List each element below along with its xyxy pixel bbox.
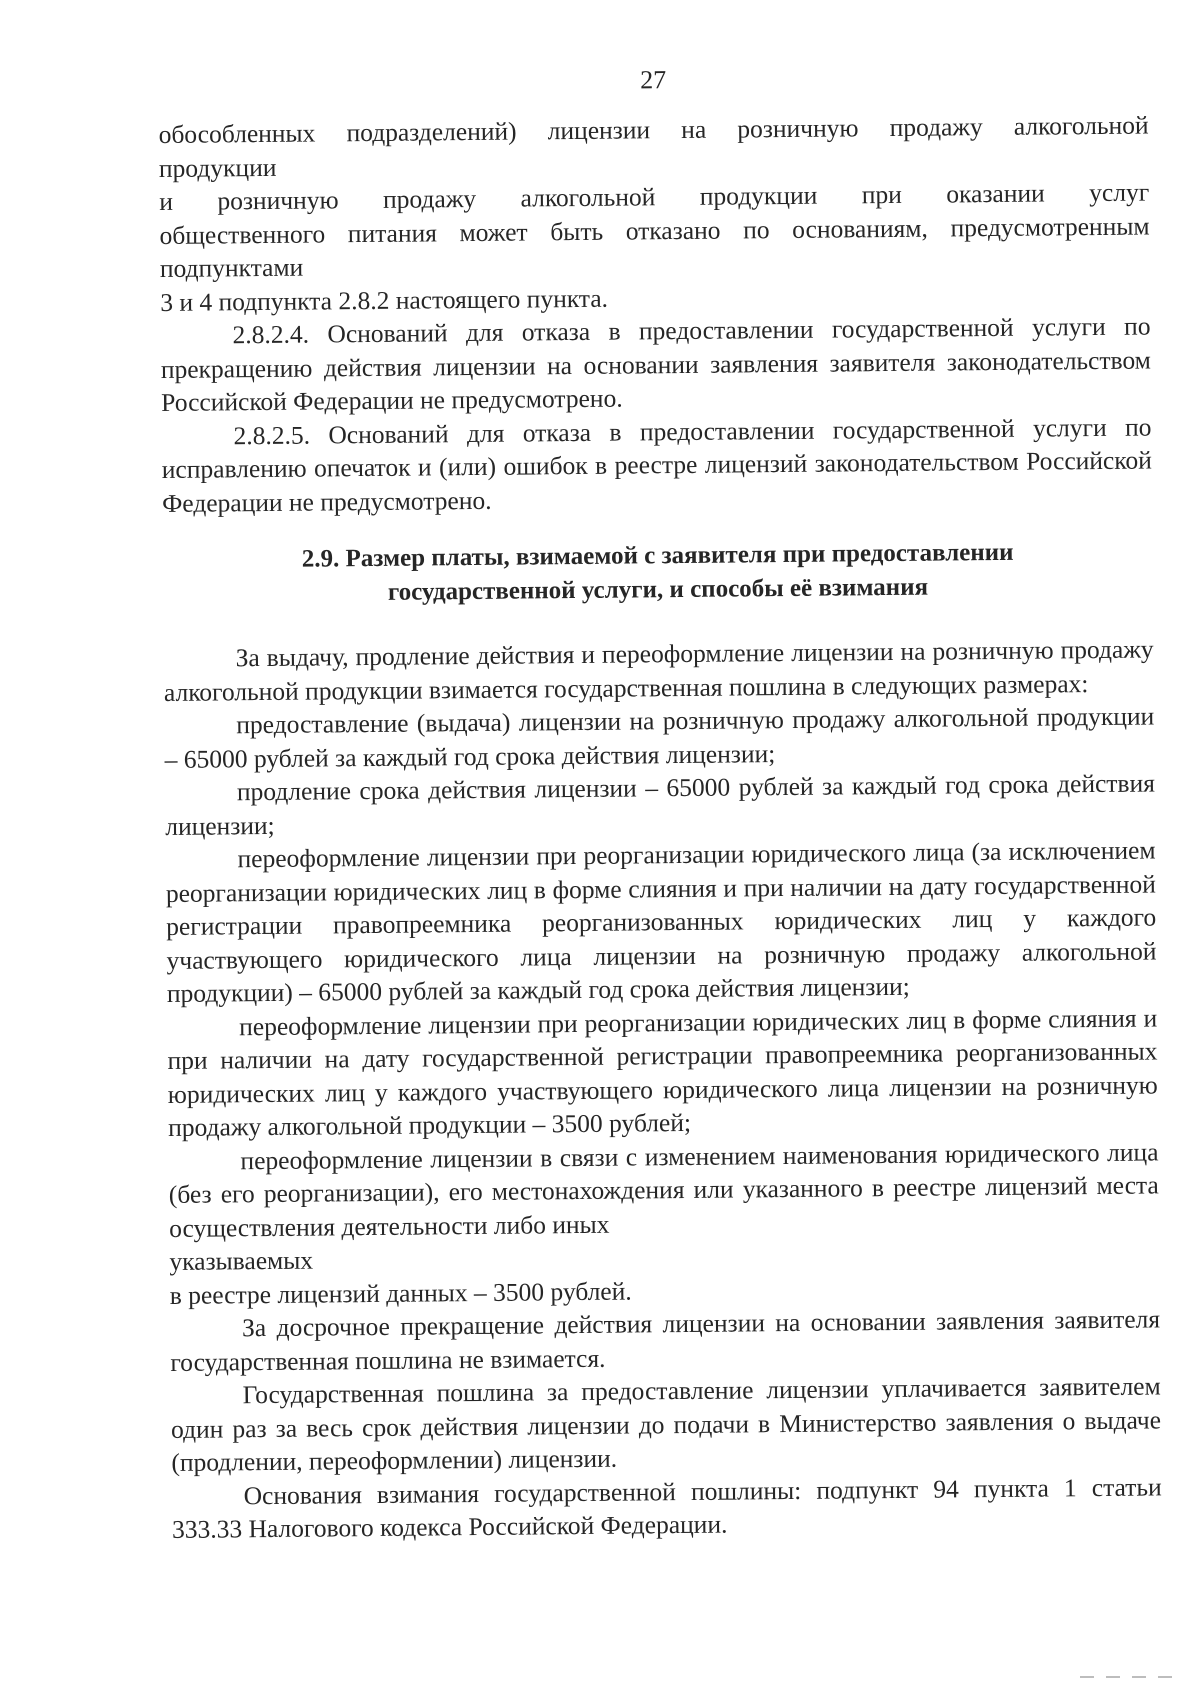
intro-line: 3 и 4 подпункта 2.8.2 настоящего пункта. — [160, 283, 609, 317]
intro-line: и розничную продажу алкогольной продукции при оказании услуг — [159, 177, 1150, 216]
page-number: 27 — [639, 65, 667, 95]
payment-note: Государственная пошлина за предоставление лицензии уплачивается заявителем один раз за весь срок действия лицензии до подачи в Министерство заявления о выдаче (продлении, переоформлении) лицензии. — [170, 1371, 1162, 1477]
intro-line: продукции — [158, 152, 277, 183]
fee-item: предоставление (выдача) лицензии на розничную продажу алкогольной продукции – 65000 рублей за каждый год срока действия лицензии; — [164, 701, 1155, 774]
fee-item-renaming-part: в реестре лицензий данных – 3500 рублей. — [169, 1276, 632, 1310]
fee-item: переоформление лицензии при реорганизации юридических лиц в форме слияния и при наличии на дату государственной регистрации правопреемника реорганизованных юридических лиц у каждого участвующего юридического лица лицензии на розничную продажу алкогольной продукции – 3500 рублей; — [167, 1002, 1158, 1142]
clause-2-8-2-5: 2.8.2.5. Оснований для отказа в предоставлении государственной услуги по исправлению опечаток и (или) ошибок в реестре лицензий законодательством Российской Федерации не предусмотрено. — [161, 411, 1152, 518]
intro-line: обособленных подразделений) лицензии на розничную продажу алкогольной — [158, 110, 1149, 149]
clause-2-8-2-4: 2.8.2.4. Оснований для отказа в предоставлении государственной услуги по прекращению действия лицензии на основании заявления заявителя законодательством Российской Федерации не предусмотрено. — [160, 311, 1151, 417]
early-termination: За досрочное прекращение действия лицензии на основании заявления заявителя государственная пошлина не взимается. — [170, 1304, 1161, 1377]
intro-paragraph — [158, 108, 1150, 318]
fees-intro: За выдачу, продление действия и переоформление лицензии на розничную продажу алкогольной продукции взимается государственная пошлина в следующих размерах: — [163, 634, 1154, 707]
section-heading-line: 2.9. Размер платы, взимаемой с заявителя при предоставлении — [301, 538, 1014, 573]
fee-item-renaming-part: переоформление лицензии в связи с изменением наименования юридического лица (без его реорганизации), его местонахождения или указанного в реестре лицензий места осуществления деятельности либо иных — [168, 1136, 1159, 1243]
intro-line: общественного питания может быть отказано по основаниям, предусмотренным — [159, 210, 1150, 250]
fee-item: продление срока действия лицензии – 65000 рублей за каждый год срока действия лицензии; — [165, 768, 1156, 841]
section-heading-2-9 — [163, 534, 1154, 612]
intro-line: подпунктами — [159, 252, 304, 283]
scan-edge-dashes — [1080, 1676, 1180, 1678]
legal-basis: Основания взимания государственной пошлины: подпункт 94 пункта 1 статьи 333.33 Налогового кодекса Российской Федерации. — [171, 1471, 1162, 1544]
section-heading-line: государственной услуги, и способы её взимания — [387, 573, 929, 606]
fee-item-renaming — [168, 1135, 1160, 1312]
fee-item-renaming-part: указываемых — [169, 1245, 314, 1276]
fee-item: переоформление лицензии при реорганизации юридического лица (за исключением реорганизации юридических лиц в форме слияния и при наличии на дату государственной регистрации правопреемника реорганизованных юридических лиц у каждого участвующего юридического лица лицензии на розничную продажу алкогольной продукции) – 65000 рублей за каждый год срока действия лицензии; — [165, 835, 1157, 1008]
document-page — [158, 60, 1162, 1546]
